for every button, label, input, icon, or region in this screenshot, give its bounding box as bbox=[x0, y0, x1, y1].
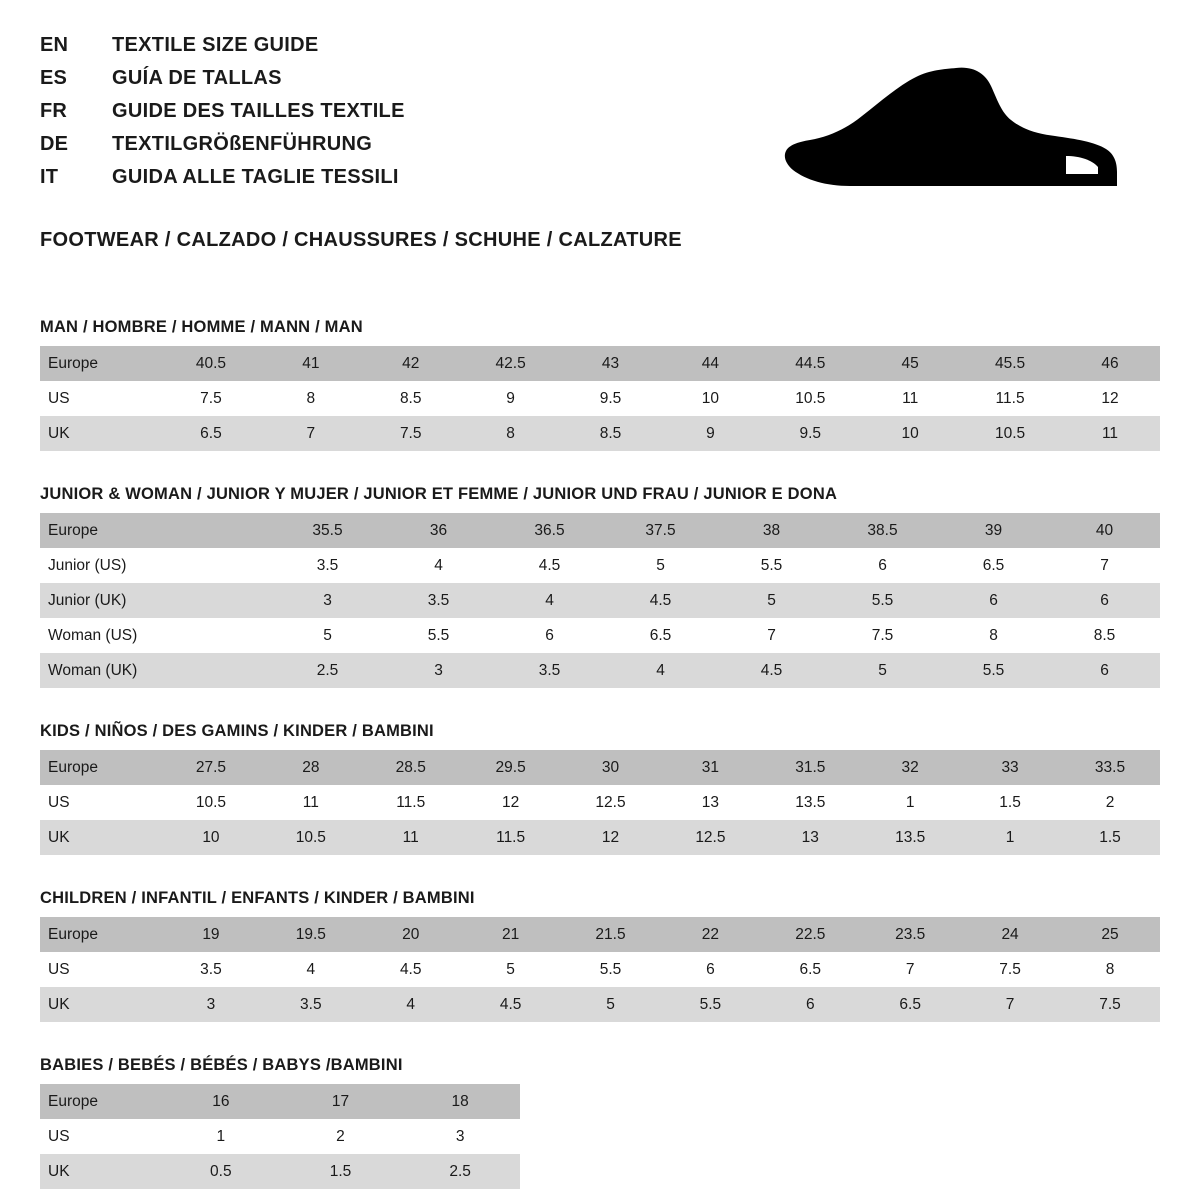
row-label: Europe bbox=[40, 750, 161, 785]
cell: 1 bbox=[860, 785, 960, 820]
cell: 6 bbox=[660, 952, 760, 987]
cell: 5.5 bbox=[716, 548, 827, 583]
cell: 10.5 bbox=[760, 381, 860, 416]
cell: 5 bbox=[716, 583, 827, 618]
language-title: GUÍA DE TALLAS bbox=[112, 67, 282, 89]
cell: 42.5 bbox=[461, 346, 561, 381]
cell: 9 bbox=[461, 381, 561, 416]
cell: 19.5 bbox=[261, 917, 361, 952]
cell: 8 bbox=[1060, 952, 1160, 987]
table-row bbox=[40, 653, 1160, 688]
cell: 3 bbox=[383, 653, 494, 688]
language-title-list bbox=[40, 34, 405, 199]
cell: 4 bbox=[361, 987, 461, 1022]
cell: 3 bbox=[161, 987, 261, 1022]
cell: 29.5 bbox=[461, 750, 561, 785]
size-table-babies bbox=[40, 1084, 520, 1189]
cell: 18 bbox=[400, 1084, 520, 1119]
cell: 3.5 bbox=[494, 653, 605, 688]
cell: 6 bbox=[938, 583, 1049, 618]
cell: 8.5 bbox=[1049, 618, 1160, 653]
table-row bbox=[40, 917, 1160, 952]
size-table-kids bbox=[40, 750, 1160, 855]
cell: 12 bbox=[1060, 381, 1160, 416]
cell: 13 bbox=[760, 820, 860, 855]
cell: 3 bbox=[400, 1119, 520, 1154]
cell: 28.5 bbox=[361, 750, 461, 785]
row-label: Junior (US) bbox=[40, 548, 161, 583]
size-table-junior-woman bbox=[40, 513, 1160, 688]
table-row bbox=[40, 1119, 520, 1154]
cell: 7.5 bbox=[361, 416, 461, 451]
language-code: FR bbox=[40, 100, 68, 122]
cell bbox=[161, 618, 272, 653]
cell: 17 bbox=[281, 1084, 401, 1119]
table-row bbox=[40, 346, 1160, 381]
row-label: Woman (UK) bbox=[40, 653, 161, 688]
cell: 8 bbox=[938, 618, 1049, 653]
row-label: Europe bbox=[40, 1084, 161, 1119]
cell: 9.5 bbox=[760, 416, 860, 451]
cell: 6.5 bbox=[860, 987, 960, 1022]
language-code: IT bbox=[40, 166, 59, 188]
cell: 4.5 bbox=[716, 653, 827, 688]
language-row bbox=[40, 133, 405, 166]
cell: 6 bbox=[827, 548, 938, 583]
cell: 44.5 bbox=[760, 346, 860, 381]
language-code: ES bbox=[40, 67, 68, 89]
cell: 4.5 bbox=[361, 952, 461, 987]
cell: 41 bbox=[261, 346, 361, 381]
cell: 12 bbox=[461, 785, 561, 820]
table-row bbox=[40, 548, 1160, 583]
cell: 0.5 bbox=[161, 1154, 281, 1189]
cell: 10.5 bbox=[261, 820, 361, 855]
cell: 7 bbox=[1049, 548, 1160, 583]
cell: 5.5 bbox=[561, 952, 661, 987]
size-table-children bbox=[40, 917, 1160, 1022]
cell: 5.5 bbox=[383, 618, 494, 653]
row-label: US bbox=[40, 1119, 161, 1154]
cell: 33.5 bbox=[1060, 750, 1160, 785]
language-row bbox=[40, 34, 405, 67]
cell: 28 bbox=[261, 750, 361, 785]
cell: 38.5 bbox=[827, 513, 938, 548]
cell: 5 bbox=[561, 987, 661, 1022]
cell: 20 bbox=[361, 917, 461, 952]
cell bbox=[161, 583, 272, 618]
cell: 12 bbox=[561, 820, 661, 855]
table-row bbox=[40, 583, 1160, 618]
cell: 4.5 bbox=[605, 583, 716, 618]
row-label: UK bbox=[40, 987, 161, 1022]
cell: 11.5 bbox=[960, 381, 1060, 416]
cell: 21.5 bbox=[561, 917, 661, 952]
cell: 19 bbox=[161, 917, 261, 952]
cell: 4 bbox=[494, 583, 605, 618]
row-label: UK bbox=[40, 1154, 161, 1189]
cell: 5.5 bbox=[660, 987, 760, 1022]
cell: 16 bbox=[161, 1084, 281, 1119]
cell: 6.5 bbox=[938, 548, 1049, 583]
cell: 11 bbox=[1060, 416, 1160, 451]
cell: 12.5 bbox=[660, 820, 760, 855]
row-label: Europe bbox=[40, 513, 161, 548]
table-row bbox=[40, 750, 1160, 785]
row-label: UK bbox=[40, 416, 161, 451]
language-title: TEXTILE SIZE GUIDE bbox=[112, 34, 319, 56]
row-label: Europe bbox=[40, 346, 161, 381]
cell: 23.5 bbox=[860, 917, 960, 952]
cell: 5 bbox=[827, 653, 938, 688]
cell: 36 bbox=[383, 513, 494, 548]
cell: 39 bbox=[938, 513, 1049, 548]
table-row bbox=[40, 513, 1160, 548]
cell: 2 bbox=[281, 1119, 401, 1154]
dress-shoe-icon bbox=[780, 64, 1120, 194]
shoe-illustration bbox=[775, 64, 1125, 194]
cell bbox=[161, 548, 272, 583]
cell: 4.5 bbox=[461, 987, 561, 1022]
language-code: DE bbox=[40, 133, 69, 155]
table-row bbox=[40, 952, 1160, 987]
cell: 5 bbox=[605, 548, 716, 583]
section-kids bbox=[40, 722, 1160, 855]
cell: 12.5 bbox=[561, 785, 661, 820]
cell: 7.5 bbox=[960, 952, 1060, 987]
cell: 30 bbox=[561, 750, 661, 785]
cell: 7.5 bbox=[161, 381, 261, 416]
cell: 3 bbox=[272, 583, 383, 618]
language-title: GUIDE DES TAILLES TEXTILE bbox=[112, 100, 405, 122]
cell: 6 bbox=[1049, 653, 1160, 688]
cell: 13.5 bbox=[760, 785, 860, 820]
cell: 6 bbox=[494, 618, 605, 653]
cell: 24 bbox=[960, 917, 1060, 952]
cell: 2.5 bbox=[272, 653, 383, 688]
cell: 42 bbox=[361, 346, 461, 381]
cell bbox=[161, 513, 272, 548]
cell: 6.5 bbox=[760, 952, 860, 987]
section-man bbox=[40, 318, 1160, 451]
cell: 9.5 bbox=[561, 381, 661, 416]
row-label: US bbox=[40, 381, 161, 416]
row-label: US bbox=[40, 785, 161, 820]
cell: 4 bbox=[383, 548, 494, 583]
table-row bbox=[40, 820, 1160, 855]
cell: 6 bbox=[760, 987, 860, 1022]
cell: 31 bbox=[660, 750, 760, 785]
language-title: TEXTILGRÖßENFÜHRUNG bbox=[112, 133, 373, 155]
cell: 3.5 bbox=[272, 548, 383, 583]
cell: 8.5 bbox=[361, 381, 461, 416]
cell: 1.5 bbox=[960, 785, 1060, 820]
section-children bbox=[40, 889, 1160, 1022]
cell: 4.5 bbox=[494, 548, 605, 583]
cell: 32 bbox=[860, 750, 960, 785]
cell: 6 bbox=[1049, 583, 1160, 618]
section-junior-woman bbox=[40, 485, 1160, 688]
cell: 22.5 bbox=[760, 917, 860, 952]
section-babies bbox=[40, 1056, 1160, 1189]
cell: 7 bbox=[261, 416, 361, 451]
cell: 27.5 bbox=[161, 750, 261, 785]
row-label: Junior (UK) bbox=[40, 583, 161, 618]
cell: 3.5 bbox=[161, 952, 261, 987]
cell bbox=[161, 653, 272, 688]
cell: 7 bbox=[716, 618, 827, 653]
cell: 10 bbox=[860, 416, 960, 451]
language-row bbox=[40, 67, 405, 100]
cell: 25 bbox=[1060, 917, 1160, 952]
cell: 11 bbox=[361, 820, 461, 855]
cell: 11 bbox=[860, 381, 960, 416]
table-row bbox=[40, 1154, 520, 1189]
section-title: KIDS / NIÑOS / DES GAMINS / KINDER / BAMBINI bbox=[40, 722, 434, 740]
section-title: JUNIOR & WOMAN / JUNIOR Y MUJER / JUNIOR ET FEMME / JUNIOR UND FRAU / JUNIOR E DONA bbox=[40, 485, 838, 503]
cell: 3.5 bbox=[261, 987, 361, 1022]
cell: 10.5 bbox=[960, 416, 1060, 451]
cell: 3.5 bbox=[383, 583, 494, 618]
cell: 1.5 bbox=[1060, 820, 1160, 855]
cell: 31.5 bbox=[760, 750, 860, 785]
cell: 1 bbox=[161, 1119, 281, 1154]
row-label: Europe bbox=[40, 917, 161, 952]
cell: 45 bbox=[860, 346, 960, 381]
cell: 7 bbox=[860, 952, 960, 987]
cell: 6.5 bbox=[161, 416, 261, 451]
language-title: GUIDA ALLE TAGLIE TESSILI bbox=[112, 166, 399, 188]
cell: 36.5 bbox=[494, 513, 605, 548]
table-row bbox=[40, 785, 1160, 820]
cell: 4 bbox=[605, 653, 716, 688]
cell: 4 bbox=[261, 952, 361, 987]
cell: 11.5 bbox=[361, 785, 461, 820]
cell: 13.5 bbox=[860, 820, 960, 855]
document-header bbox=[40, 34, 1160, 199]
cell: 2.5 bbox=[400, 1154, 520, 1189]
cell: 1.5 bbox=[281, 1154, 401, 1189]
cell: 9 bbox=[660, 416, 760, 451]
table-row bbox=[40, 416, 1160, 451]
cell: 38 bbox=[716, 513, 827, 548]
table-row bbox=[40, 1084, 520, 1119]
cell: 10 bbox=[660, 381, 760, 416]
cell: 33 bbox=[960, 750, 1060, 785]
cell: 5.5 bbox=[827, 583, 938, 618]
cell: 5.5 bbox=[938, 653, 1049, 688]
cell: 40 bbox=[1049, 513, 1160, 548]
cell: 22 bbox=[660, 917, 760, 952]
cell: 8.5 bbox=[561, 416, 661, 451]
section-title: MAN / HOMBRE / HOMME / MANN / MAN bbox=[40, 318, 363, 336]
cell: 8 bbox=[461, 416, 561, 451]
cell: 45.5 bbox=[960, 346, 1060, 381]
cell: 1 bbox=[960, 820, 1060, 855]
cell: 6.5 bbox=[605, 618, 716, 653]
language-row bbox=[40, 100, 405, 133]
cell: 5 bbox=[461, 952, 561, 987]
cell: 7 bbox=[960, 987, 1060, 1022]
cell: 5 bbox=[272, 618, 383, 653]
cell: 40.5 bbox=[161, 346, 261, 381]
cell: 10 bbox=[161, 820, 261, 855]
cell: 10.5 bbox=[161, 785, 261, 820]
cell: 44 bbox=[660, 346, 760, 381]
cell: 11 bbox=[261, 785, 361, 820]
language-code: EN bbox=[40, 34, 69, 56]
size-table-man bbox=[40, 346, 1160, 451]
cell: 43 bbox=[561, 346, 661, 381]
cell: 2 bbox=[1060, 785, 1160, 820]
section-title: CHILDREN / INFANTIL / ENFANTS / KINDER / BAMBINI bbox=[40, 889, 475, 907]
table-row bbox=[40, 987, 1160, 1022]
cell: 11.5 bbox=[461, 820, 561, 855]
category-title: FOOTWEAR / CALZADO / CHAUSSURES / SCHUHE / CALZATURE bbox=[40, 229, 682, 251]
cell: 37.5 bbox=[605, 513, 716, 548]
cell: 46 bbox=[1060, 346, 1160, 381]
cell: 7.5 bbox=[827, 618, 938, 653]
table-row bbox=[40, 381, 1160, 416]
cell: 35.5 bbox=[272, 513, 383, 548]
row-label: US bbox=[40, 952, 161, 987]
language-row bbox=[40, 166, 405, 199]
cell: 21 bbox=[461, 917, 561, 952]
table-row bbox=[40, 618, 1160, 653]
row-label: Woman (US) bbox=[40, 618, 161, 653]
row-label: UK bbox=[40, 820, 161, 855]
section-title: BABIES / BEBÉS / BÉBÉS / BABYS /BAMBINI bbox=[40, 1056, 403, 1074]
cell: 13 bbox=[660, 785, 760, 820]
cell: 7.5 bbox=[1060, 987, 1160, 1022]
cell: 8 bbox=[261, 381, 361, 416]
